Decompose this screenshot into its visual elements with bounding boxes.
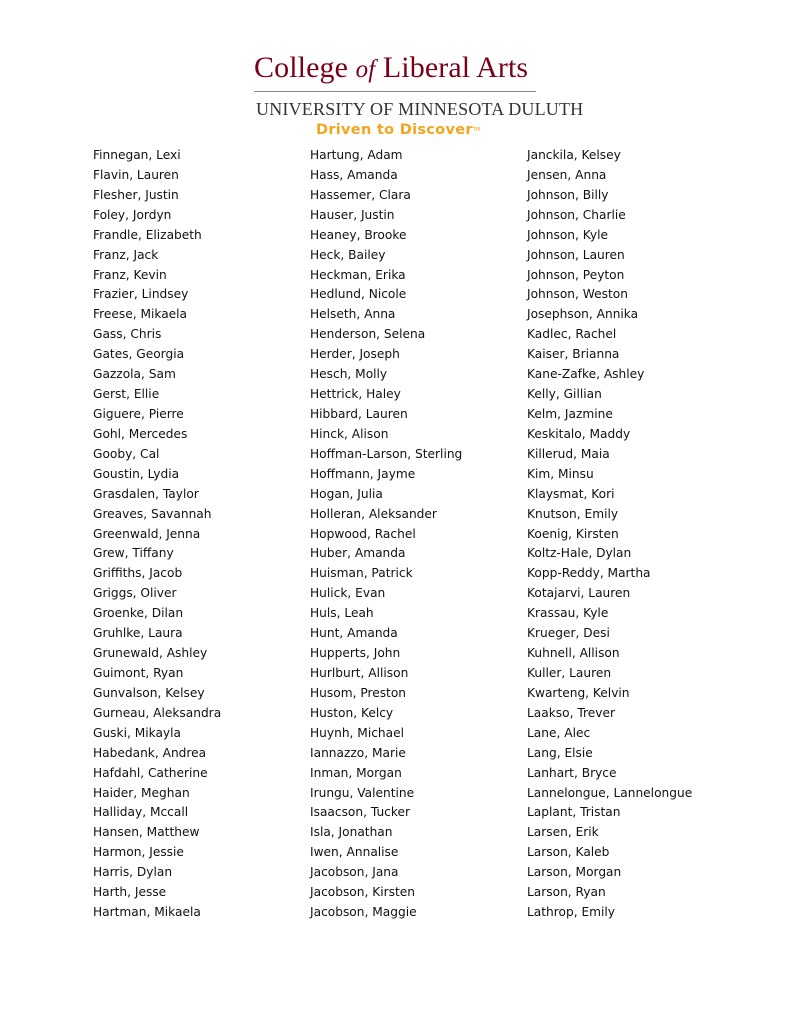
tagline — [316, 121, 480, 139]
name-entry: Kelly, Gillian — [527, 387, 602, 402]
name-entry: Gunvalson, Kelsey — [93, 685, 205, 700]
name-entry: Hoffman-Larson, Sterling — [310, 446, 463, 461]
name-entry: Lathrop, Emily — [527, 905, 616, 920]
title-part-liberal-arts: Liberal Arts — [375, 51, 529, 84]
name-entry: Kelm, Jazmine — [527, 406, 613, 421]
name-entry: Inman, Morgan — [310, 765, 402, 780]
name-entry: Iwen, Annalise — [310, 845, 399, 860]
name-entry: Lannelongue, Lannelongue — [527, 785, 693, 800]
name-entry: Johnson, Kyle — [527, 227, 608, 242]
name-entry: Hesch, Molly — [310, 367, 388, 382]
title-part-college: College — [254, 51, 356, 84]
name-entry: Kopp-Reddy, Martha — [527, 566, 651, 581]
name-entry: Jacobson, Maggie — [310, 905, 417, 920]
name-entry: Frandle, Elizabeth — [93, 227, 202, 242]
trademark-mark: TM — [472, 127, 481, 133]
name-entry: Habedank, Andrea — [93, 745, 207, 760]
name-entry: Huber, Amanda — [310, 546, 406, 561]
name-entry: Kuhnell, Allison — [527, 646, 620, 661]
name-entry: Halliday, Mccall — [93, 805, 189, 820]
name-entry: Kim, Minsu — [527, 466, 594, 481]
name-entry: Franz, Jack — [93, 247, 159, 262]
name-entry: Hinck, Alison — [310, 426, 389, 441]
name-entry: Knutson, Emily — [527, 506, 619, 521]
name-entry: Frazier, Lindsey — [93, 287, 189, 302]
name-entry: Laakso, Trever — [527, 705, 615, 720]
name-entry: Gooby, Cal — [93, 446, 160, 461]
name-entry: Gurneau, Aleksandra — [93, 705, 222, 720]
name-entry: Huisman, Patrick — [310, 566, 413, 581]
name-entry: Larson, Kaleb — [527, 845, 610, 860]
title-part-of: of — [355, 56, 376, 83]
name-entry: Isla, Jonathan — [310, 825, 393, 840]
name-entry: Johnson, Lauren — [527, 247, 625, 262]
name-entry: Hunt, Amanda — [310, 626, 398, 641]
name-entry: Larson, Ryan — [527, 885, 606, 900]
name-entry: Irungu, Valentine — [310, 785, 415, 800]
name-entry: Gohl, Mercedes — [93, 426, 188, 441]
name-entry: Holleran, Aleksander — [310, 506, 437, 521]
name-entry: Griffiths, Jacob — [93, 566, 183, 581]
name-entry: Kuller, Lauren — [527, 665, 612, 680]
name-entry: Hartman, Mikaela — [93, 905, 201, 920]
name-entry: Harmon, Jessie — [93, 845, 184, 860]
tagline-text: Driven to Discover — [316, 122, 473, 138]
name-entry: Jacobson, Kirsten — [310, 885, 415, 900]
name-entry: Heaney, Brooke — [310, 227, 407, 242]
name-entry: Hafdahl, Catherine — [93, 765, 208, 780]
name-entry: Flesher, Justin — [93, 187, 179, 202]
name-entry: Kadlec, Rachel — [527, 327, 617, 342]
name-entry: Harth, Jesse — [93, 885, 167, 900]
name-entry: Guski, Mikayla — [93, 725, 181, 740]
name-entry: Harris, Dylan — [93, 865, 173, 880]
name-entry: Kane-Zafke, Ashley — [527, 367, 645, 382]
name-entry: Kotajarvi, Lauren — [527, 586, 631, 601]
name-entry: Krueger, Desi — [527, 626, 610, 641]
name-entry: Larsen, Erik — [527, 825, 599, 840]
name-entry: Hupperts, John — [310, 646, 401, 661]
name-entry: Hogan, Julia — [310, 486, 383, 501]
name-entry: Johnson, Peyton — [527, 267, 625, 282]
name-entry: Haider, Meghan — [93, 785, 190, 800]
name-entry: Hauser, Justin — [310, 207, 395, 222]
name-entry: Johnson, Billy — [527, 187, 609, 202]
name-entry: Koltz-Hale, Dylan — [527, 546, 632, 561]
name-entry: Hibbard, Lauren — [310, 406, 408, 421]
name-entry: Griggs, Oliver — [93, 586, 177, 601]
name-entry: Greaves, Savannah — [93, 506, 212, 521]
name-entry: Hass, Amanda — [310, 167, 398, 182]
name-entry: Killerud, Maia — [527, 446, 610, 461]
name-entry: Keskitalo, Maddy — [527, 426, 631, 441]
name-entry: Hoffmann, Jayme — [310, 466, 416, 481]
name-entry: Koenig, Kirsten — [527, 526, 619, 541]
name-entry: Gates, Georgia — [93, 347, 185, 362]
name-entry: Helseth, Anna — [310, 307, 396, 322]
name-entry: Flavin, Lauren — [93, 167, 179, 182]
name-entry: Heckman, Erika — [310, 267, 406, 282]
name-entry: Iannazzo, Marie — [310, 745, 406, 760]
name-entry: Giguere, Pierre — [93, 406, 184, 421]
name-entry: Herder, Joseph — [310, 347, 400, 362]
name-entry: Kwarteng, Kelvin — [527, 685, 630, 700]
name-entry: Gerst, Ellie — [93, 387, 160, 402]
name-entry: Hansen, Matthew — [93, 825, 200, 840]
name-entry: Hopwood, Rachel — [310, 526, 416, 541]
name-entry: Larson, Morgan — [527, 865, 622, 880]
name-entry: Isaacson, Tucker — [310, 805, 411, 820]
name-entry: Krassau, Kyle — [527, 606, 609, 621]
name-entry: Hassemer, Clara — [310, 187, 411, 202]
name-entry: Jensen, Anna — [527, 167, 607, 182]
name-entry: Johnson, Weston — [527, 287, 628, 302]
name-entry: Lanhart, Bryce — [527, 765, 617, 780]
name-entry: Groenke, Dilan — [93, 606, 184, 621]
name-entry: Huston, Kelcy — [310, 705, 394, 720]
name-entry: Grew, Tiffany — [93, 546, 174, 561]
name-entry: Heck, Bailey — [310, 247, 386, 262]
name-entry: Hartung, Adam — [310, 148, 403, 162]
name-entry: Jacobson, Jana — [310, 865, 399, 880]
name-entry: Huynh, Michael — [310, 725, 404, 740]
name-entry: Greenwald, Jenna — [93, 526, 201, 541]
name-entry: Lane, Alec — [527, 725, 591, 740]
name-entry: Grasdalen, Taylor — [93, 486, 199, 501]
name-entry: Hettrick, Haley — [310, 387, 401, 402]
name-entry: Freese, Mikaela — [93, 307, 188, 322]
name-column-2 — [310, 146, 462, 923]
name-entry: Goustin, Lydia — [93, 466, 180, 481]
name-entry: Huls, Leah — [310, 606, 374, 621]
name-entry: Klaysmat, Kori — [527, 486, 615, 501]
name-entry: Gazzola, Sam — [93, 367, 176, 382]
name-entry: Janckila, Kelsey — [527, 148, 621, 162]
name-column-3 — [527, 146, 692, 923]
college-title — [254, 50, 528, 88]
name-entry: Gruhlke, Laura — [93, 626, 183, 641]
name-entry: Grunewald, Ashley — [93, 646, 208, 661]
name-entry: Kaiser, Brianna — [527, 347, 620, 362]
name-entry: Foley, Jordyn — [93, 207, 172, 222]
name-entry: Lang, Elsie — [527, 745, 593, 760]
name-entry: Guimont, Ryan — [93, 665, 184, 680]
name-entry: Hurlburt, Allison — [310, 665, 409, 680]
university-name: UNIVERSITY OF MINNESOTA DULUTH — [256, 99, 584, 119]
name-entry: Hedlund, Nicole — [310, 287, 407, 302]
name-entry: Franz, Kevin — [93, 267, 167, 282]
name-entry: Henderson, Selena — [310, 327, 426, 342]
name-column-1 — [93, 146, 221, 923]
name-entry: Hulick, Evan — [310, 586, 386, 601]
name-entry: Laplant, Tristan — [527, 805, 621, 820]
name-entry: Johnson, Charlie — [527, 207, 626, 222]
header-divider — [254, 91, 536, 92]
name-entry: Husom, Preston — [310, 685, 406, 700]
name-entry: Josephson, Annika — [527, 307, 639, 322]
name-entry: Gass, Chris — [93, 327, 162, 342]
page-header — [0, 0, 791, 146]
name-entry: Finnegan, Lexi — [93, 148, 181, 162]
